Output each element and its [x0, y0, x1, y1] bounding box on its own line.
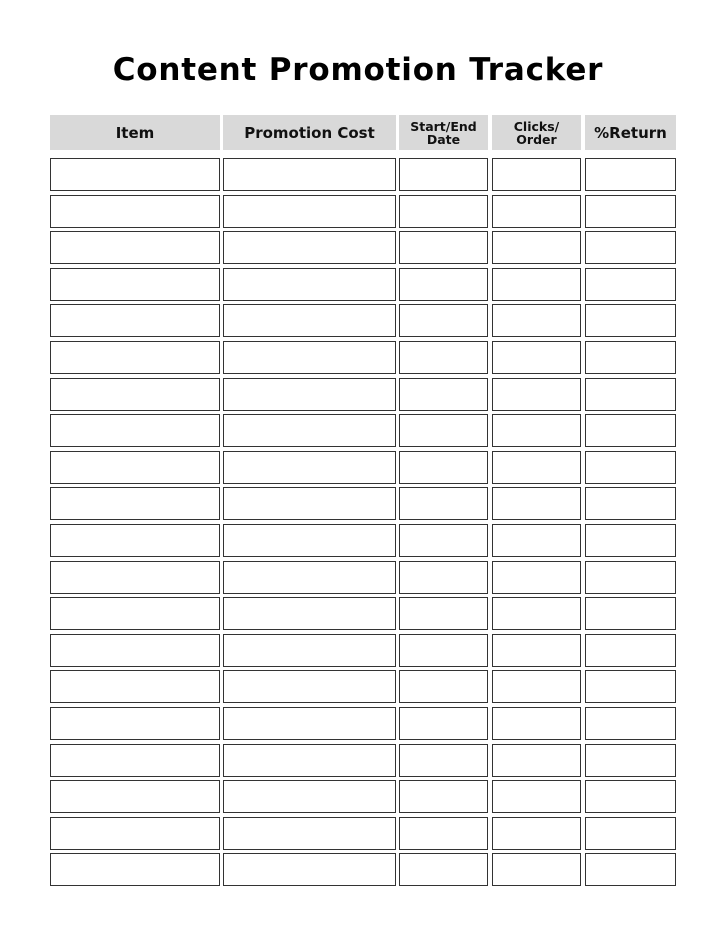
- table-cell-start-end-date[interactable]: [399, 268, 488, 301]
- table-cell-promotion-cost[interactable]: [223, 634, 396, 667]
- table-cell-item[interactable]: [50, 304, 220, 337]
- table-cell-return[interactable]: [585, 414, 676, 447]
- table-cell-clicks-order[interactable]: [492, 195, 581, 228]
- table-cell-item[interactable]: [50, 231, 220, 264]
- table-cell-clicks-order[interactable]: [492, 707, 581, 740]
- table-cell-clicks-order[interactable]: [492, 378, 581, 411]
- table-cell-start-end-date[interactable]: [399, 378, 488, 411]
- table-cell-start-end-date[interactable]: [399, 231, 488, 264]
- table-cell-item[interactable]: [50, 707, 220, 740]
- table-cell-clicks-order[interactable]: [492, 231, 581, 264]
- table-cell-start-end-date[interactable]: [399, 341, 488, 374]
- table-cell-return[interactable]: [585, 158, 676, 191]
- table-cell-clicks-order[interactable]: [492, 524, 581, 557]
- table-cell-item[interactable]: [50, 780, 220, 813]
- table-cell-item[interactable]: [50, 853, 220, 886]
- table-cell-promotion-cost[interactable]: [223, 378, 396, 411]
- table-cell-return[interactable]: [585, 378, 676, 411]
- table-cell-item[interactable]: [50, 268, 220, 301]
- table-cell-promotion-cost[interactable]: [223, 707, 396, 740]
- table-cell-start-end-date[interactable]: [399, 158, 488, 191]
- table-cell-item[interactable]: [50, 378, 220, 411]
- column-header-item: Item: [50, 115, 220, 150]
- table-cell-return[interactable]: [585, 780, 676, 813]
- table-cell-return[interactable]: [585, 707, 676, 740]
- table-cell-clicks-order[interactable]: [492, 487, 581, 520]
- table-cell-promotion-cost[interactable]: [223, 231, 396, 264]
- column-header-promotion-cost: Promotion Cost: [223, 115, 396, 150]
- table-cell-item[interactable]: [50, 341, 220, 374]
- table-cell-promotion-cost[interactable]: [223, 451, 396, 484]
- table-cell-return[interactable]: [585, 634, 676, 667]
- table-cell-start-end-date[interactable]: [399, 670, 488, 703]
- table-cell-return[interactable]: [585, 231, 676, 264]
- table-cell-item[interactable]: [50, 670, 220, 703]
- table-cell-return[interactable]: [585, 268, 676, 301]
- table-cell-clicks-order[interactable]: [492, 634, 581, 667]
- table-cell-item[interactable]: [50, 817, 220, 850]
- column-header-start-end-date: Start/End Date: [399, 115, 488, 150]
- table-cell-start-end-date[interactable]: [399, 817, 488, 850]
- table-cell-promotion-cost[interactable]: [223, 597, 396, 630]
- table-cell-start-end-date[interactable]: [399, 561, 488, 594]
- table-cell-promotion-cost[interactable]: [223, 304, 396, 337]
- table-cell-promotion-cost[interactable]: [223, 524, 396, 557]
- table-cell-item[interactable]: [50, 451, 220, 484]
- table-cell-return[interactable]: [585, 853, 676, 886]
- table-cell-start-end-date[interactable]: [399, 744, 488, 777]
- table-cell-start-end-date[interactable]: [399, 597, 488, 630]
- table-cell-start-end-date[interactable]: [399, 451, 488, 484]
- table-cell-start-end-date[interactable]: [399, 853, 488, 886]
- table-cell-item[interactable]: [50, 487, 220, 520]
- table-cell-start-end-date[interactable]: [399, 414, 488, 447]
- table-cell-clicks-order[interactable]: [492, 451, 581, 484]
- table-cell-return[interactable]: [585, 597, 676, 630]
- table-cell-clicks-order[interactable]: [492, 780, 581, 813]
- table-cell-return[interactable]: [585, 195, 676, 228]
- table-cell-promotion-cost[interactable]: [223, 561, 396, 594]
- table-cell-start-end-date[interactable]: [399, 304, 488, 337]
- table-cell-promotion-cost[interactable]: [223, 414, 396, 447]
- table-cell-return[interactable]: [585, 524, 676, 557]
- table-cell-clicks-order[interactable]: [492, 414, 581, 447]
- table-cell-return[interactable]: [585, 487, 676, 520]
- table-cell-clicks-order[interactable]: [492, 853, 581, 886]
- table-cell-start-end-date[interactable]: [399, 524, 488, 557]
- table-cell-start-end-date[interactable]: [399, 634, 488, 667]
- table-cell-clicks-order[interactable]: [492, 304, 581, 337]
- table-cell-promotion-cost[interactable]: [223, 853, 396, 886]
- table-cell-promotion-cost[interactable]: [223, 670, 396, 703]
- column-header-clicks-order: Clicks/ Order: [492, 115, 581, 150]
- column-header-return: %Return: [585, 115, 676, 150]
- table-cell-start-end-date[interactable]: [399, 487, 488, 520]
- table-cell-item[interactable]: [50, 597, 220, 630]
- table-cell-return[interactable]: [585, 341, 676, 374]
- table-cell-clicks-order[interactable]: [492, 670, 581, 703]
- table-cell-clicks-order[interactable]: [492, 817, 581, 850]
- table-cell-item[interactable]: [50, 158, 220, 191]
- table-cell-promotion-cost[interactable]: [223, 158, 396, 191]
- table-cell-item[interactable]: [50, 195, 220, 228]
- page-title: Content Promotion Tracker: [112, 52, 604, 88]
- table-cell-item[interactable]: [50, 414, 220, 447]
- table-cell-clicks-order[interactable]: [492, 341, 581, 374]
- table-cell-clicks-order[interactable]: [492, 597, 581, 630]
- table-cell-return[interactable]: [585, 817, 676, 850]
- table-cell-clicks-order[interactable]: [492, 158, 581, 191]
- table-cell-item[interactable]: [50, 634, 220, 667]
- table-cell-return[interactable]: [585, 304, 676, 337]
- table-cell-promotion-cost[interactable]: [223, 341, 396, 374]
- table-cell-promotion-cost[interactable]: [223, 780, 396, 813]
- table-cell-item[interactable]: [50, 524, 220, 557]
- table-cell-clicks-order[interactable]: [492, 268, 581, 301]
- table-cell-return[interactable]: [585, 561, 676, 594]
- table-cell-promotion-cost[interactable]: [223, 268, 396, 301]
- table-cell-promotion-cost[interactable]: [223, 195, 396, 228]
- table-cell-start-end-date[interactable]: [399, 195, 488, 228]
- table-cell-start-end-date[interactable]: [399, 707, 488, 740]
- table-cell-start-end-date[interactable]: [399, 780, 488, 813]
- table-cell-return[interactable]: [585, 744, 676, 777]
- table-cell-promotion-cost[interactable]: [223, 817, 396, 850]
- table-cell-clicks-order[interactable]: [492, 744, 581, 777]
- table-cell-item[interactable]: [50, 561, 220, 594]
- table-cell-promotion-cost[interactable]: [223, 744, 396, 777]
- table-cell-promotion-cost[interactable]: [223, 487, 396, 520]
- table-cell-clicks-order[interactable]: [492, 561, 581, 594]
- table-cell-return[interactable]: [585, 670, 676, 703]
- table-cell-return[interactable]: [585, 451, 676, 484]
- table-cell-item[interactable]: [50, 744, 220, 777]
